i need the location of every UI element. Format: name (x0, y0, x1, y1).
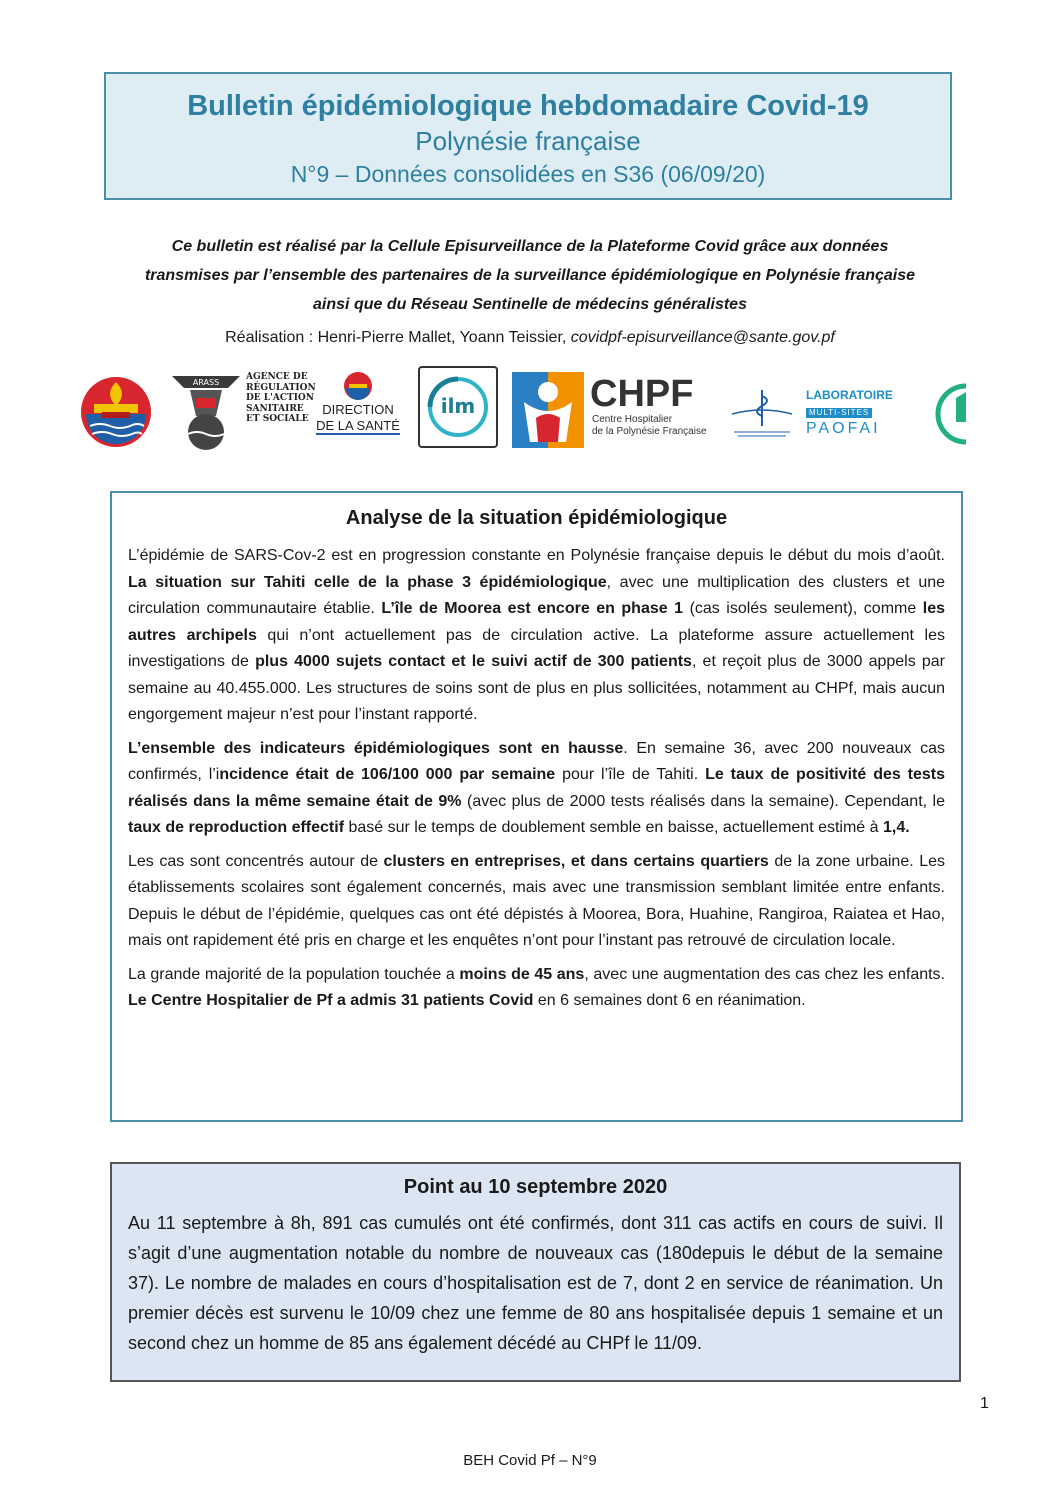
authors-names: Réalisation : Henri-Pierre Mallet, Yoann Teissier, (225, 329, 571, 346)
text-run: L’épidémie de SARS-Cov-2 est en progression constante en Polynésie française depuis le début du mois d’août. (128, 547, 945, 564)
arass-text: SANITAIRE (246, 403, 304, 414)
partner-green-logo (926, 382, 970, 446)
text-run: basé sur le temps de doublement semble en baisse, actuellement estimé à (344, 819, 883, 836)
intro-line: transmises par l’ensemble des partenaires de la surveillance épidémiologique en Polynésie française (144, 267, 916, 284)
arass-text: ET SOCIALE (246, 414, 309, 424)
text-run: en 6 semaines dont 6 en réanimation. (533, 992, 806, 1009)
text-run: (cas isolés seulement), comme (683, 600, 923, 617)
analysis-section (110, 491, 963, 1122)
text-run: , et reçoit plus de 3000 appels par semaine au 40.455.000. Les structures de soins sont de plus en plus sollicitées, notamment au CHPf, mais aucun engorgement majeur n’est pour l’instant rapporté. (128, 653, 946, 723)
text-run: , avec une multiplication des clusters et une circulation communautaire établie. (128, 573, 946, 617)
ds-text: DIRECTION (322, 402, 394, 417)
intro-statement (110, 232, 950, 319)
text-run-bold: taux de reproduction effectif (128, 819, 345, 836)
text-run-bold: Le taux de positivité des tests réalisés dans la même semaine était de 9% (128, 766, 946, 810)
text-run: qui n’ont actuellement pas de circulation active. La plateforme assure actuellement les investigations de (128, 626, 945, 670)
contact-email[interactable]: covidpf-episurveillance@sante.gov.pf (570, 329, 835, 346)
text-run-bold: L’ensemble des indicateurs épidémiologiques sont en hausse (128, 739, 624, 757)
bulletin-edition: N°9 – Données consolidées en S36 (06/09/20) (290, 161, 766, 187)
text-run: (avec plus de 2000 tests réalisés dans la semaine). Cependant, le (461, 792, 945, 810)
page-number: 1 (980, 1395, 989, 1412)
text-run: Les cas sont concentrés autour de (128, 852, 384, 870)
ilm-logo (418, 366, 498, 448)
arass-text: DE L'ACTION (246, 393, 315, 403)
arass-logo (166, 372, 316, 452)
ds-text: DE LA SANTÉ (316, 418, 400, 433)
text-run-bold: 1,4. (883, 819, 910, 836)
labo-text: LABORATOIRE (806, 388, 893, 402)
arass-text: AGENCE DE (246, 372, 308, 382)
arass-name: ARASS (192, 378, 220, 387)
analysis-paragraph (128, 962, 945, 1015)
analysis-paragraph (128, 543, 945, 729)
page-footer: BEH Covid Pf – N°9 (463, 1452, 597, 1469)
text-run-bold: plus 4000 sujets contact et le suivi actif de 300 patients (255, 653, 692, 670)
text-run-bold: Le Centre Hospitalier de Pf a admis 31 patients Covid (128, 992, 534, 1009)
chpf-wordmark (590, 374, 720, 454)
intro-line: ainsi que du Réseau Sentinelle de médecins généralistes (313, 296, 747, 313)
arass-text: RÉGULATION (246, 382, 316, 393)
chpf-name: CHPF (590, 373, 694, 415)
text-run-bold: ncidence était de 106/100 000 par semaine (219, 766, 556, 783)
text-run: de la zone urbaine. Les établissements scolaires sont également concernés, mais avec une transmission semblant limitée entre enfants. Depuis le début de l’épidémie, quelques cas ont été dépistés à Moorea, Bora, Huahine, Rangiroa, Raiatea et Hao, mais ont rapidement été pris en charge et les enquêtes n’ont pour l’instant pas retrouvé de circulation locale. (128, 852, 945, 949)
ordre-medecins-logo (728, 386, 796, 440)
text-run: La grande majorité de la population touchée a (128, 965, 460, 983)
text-run: . En semaine 36, avec 200 nouveaux cas confirmés, l’i (128, 739, 945, 783)
bulletin-subtitle: Polynésie française (415, 126, 641, 156)
point-section (110, 1162, 961, 1382)
intro-line: Ce bulletin est réalisé par la Cellule Episurveillance de la Plateforme Covid grâce aux données (171, 238, 889, 255)
direction-sante-logo (312, 370, 404, 454)
bulletin-title: Bulletin épidémiologique hebdomadaire Covid-19 (187, 90, 869, 122)
chpf-subtitle: Centre Hospitalier (592, 414, 673, 425)
ilm-text: ilm (440, 394, 476, 418)
chpf-subtitle: de la Polynésie Française (592, 426, 707, 437)
text-run-bold: les autres archipels (128, 600, 946, 644)
point-title: Point au 10 septembre 2020 (403, 1176, 668, 1198)
text-run: pour l’île de Tahiti. (555, 766, 706, 783)
analysis-paragraph (128, 736, 945, 842)
labo-text: MULTI-SITES (806, 408, 872, 418)
analysis-paragraph (128, 849, 945, 955)
point-text: Au 11 septembre à 8h, 891 cas cumulés ont été confirmés, dont 311 cas actifs en cours de suivi. Il s’agit d’une augmentation notable du nombre de nouveaux cas (180depuis le début de la semaine 37). Le nombre de malades en cours d’hospitalisation est de 7, dont 2 en service de réanimation. Un premier décès est survenu le 10/09 chez une femme de 80 ans hospitalisée depuis 1 semaine et un second chez un homme de 85 ans également décédé au CHPf le 11/09. (128, 1213, 943, 1353)
text-run: , avec une augmentation des cas chez les enfants. (584, 965, 946, 983)
polynesia-emblem-logo (80, 374, 152, 450)
authors-line (110, 325, 950, 351)
text-run-bold: La situation sur Tahiti celle de la phase 3 épidémiologique (128, 573, 607, 591)
analysis-title: Analyse de la situation épidémiologique (345, 507, 728, 529)
text-run-bold: clusters en entreprises, et dans certains quartiers (383, 852, 769, 870)
laboratoire-paofai-logo (806, 388, 912, 438)
bulletin-header (104, 72, 952, 200)
text-run-bold: L’île de Moorea est encore en phase 1 (381, 600, 684, 617)
labo-text: PAOFAI (806, 420, 881, 437)
partner-logos (80, 366, 980, 456)
chpf-icon-logo (512, 372, 584, 448)
text-run-bold: moins de 45 ans (459, 965, 585, 983)
